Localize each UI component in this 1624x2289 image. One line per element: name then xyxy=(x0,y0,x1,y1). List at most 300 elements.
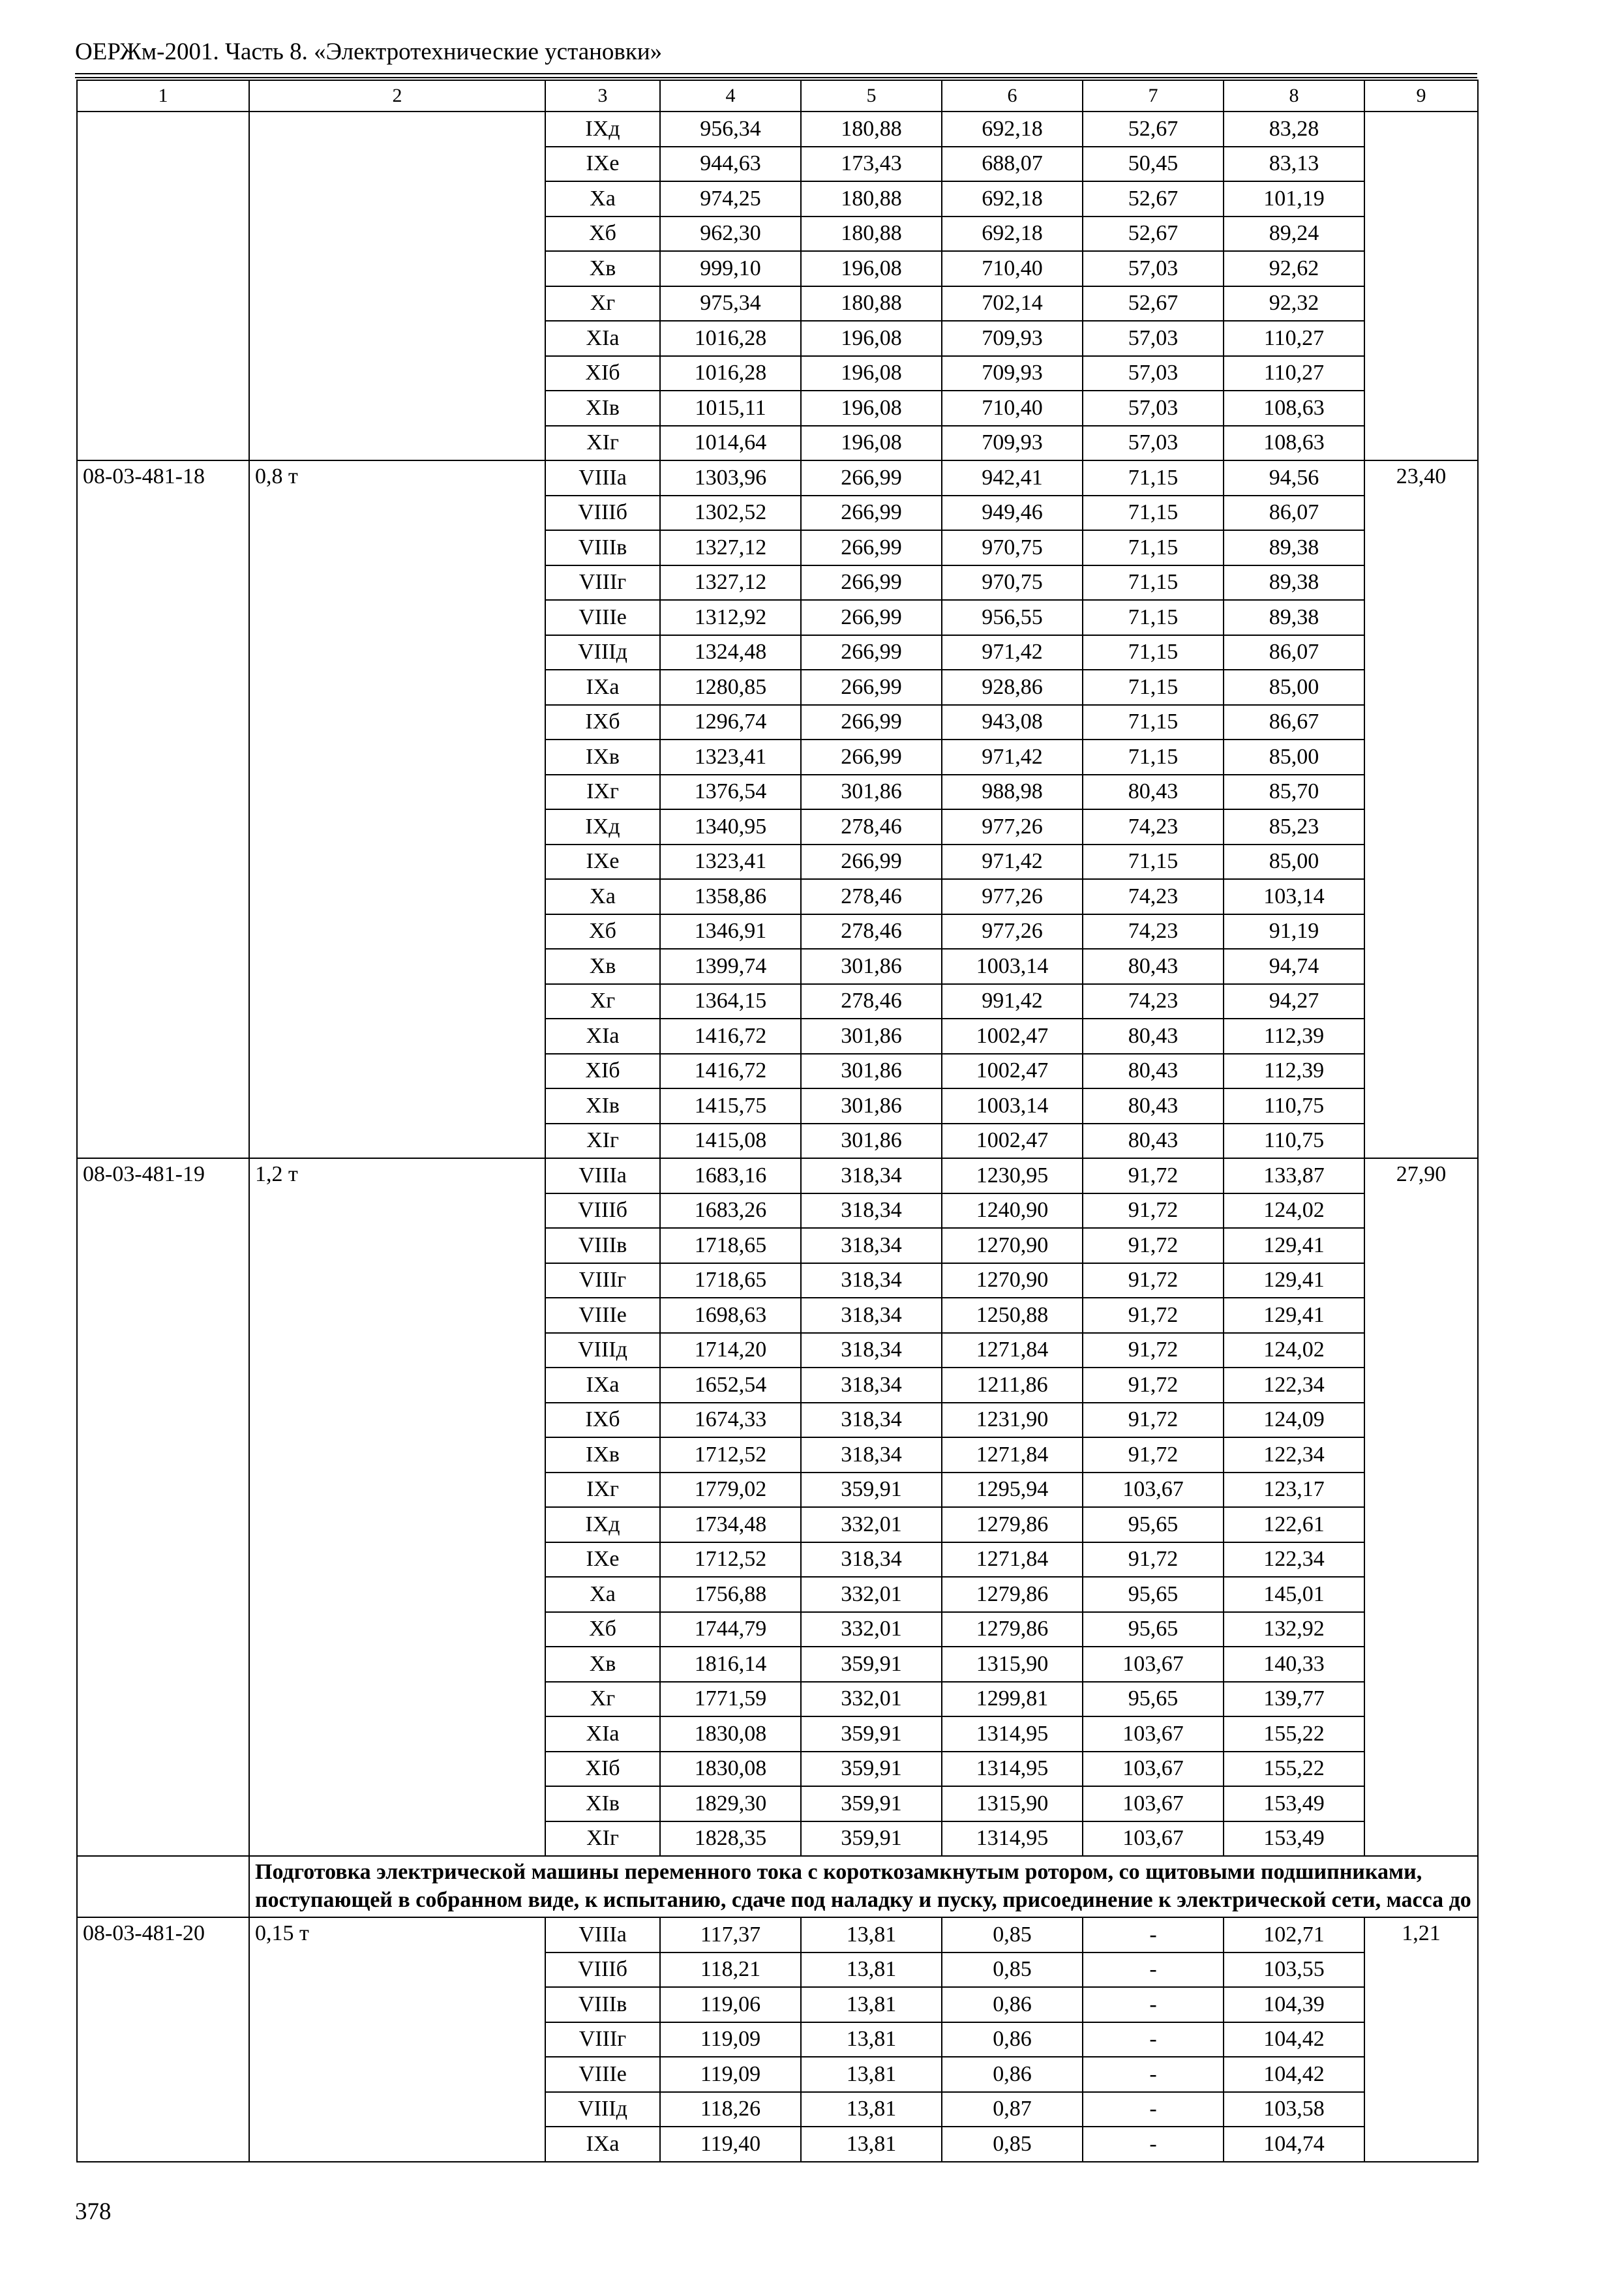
cell-col-3: VIIIа xyxy=(545,460,660,496)
cell-col-7: 103,67 xyxy=(1083,1752,1224,1787)
section-empty-cell xyxy=(77,1856,249,1917)
cell-col-7: 80,43 xyxy=(1083,1054,1224,1089)
cell-col-7: 57,03 xyxy=(1083,356,1224,391)
cell-col-3: Xг xyxy=(545,286,660,322)
cell-col-5: 266,99 xyxy=(801,670,942,705)
table-row xyxy=(77,112,1478,147)
cell-col-3: IXе xyxy=(545,845,660,880)
cell-col-6: 0,85 xyxy=(942,2127,1083,2162)
cell-col-3: Xв xyxy=(545,1647,660,1682)
cell-col-8: 155,22 xyxy=(1224,1752,1364,1787)
column-header-2: 2 xyxy=(249,80,545,112)
cell-col-5: 318,34 xyxy=(801,1403,942,1438)
cell-col-7: 74,23 xyxy=(1083,809,1224,845)
cell-col-6: 0,85 xyxy=(942,1952,1083,1988)
column-header-3: 3 xyxy=(545,80,660,112)
cell-col-7: - xyxy=(1083,1917,1224,1952)
cell-col-7: 71,15 xyxy=(1083,635,1224,670)
cell-col-3: VIIIд xyxy=(545,1333,660,1368)
cell-col-5: 359,91 xyxy=(801,1821,942,1857)
cell-col-4: 1779,02 xyxy=(660,1473,801,1508)
cell-col-8: 89,38 xyxy=(1224,530,1364,565)
cell-col-5: 266,99 xyxy=(801,740,942,775)
cell-col-8: 124,02 xyxy=(1224,1333,1364,1368)
cell-col-4: 975,34 xyxy=(660,286,801,322)
cell-col-6: 0,86 xyxy=(942,2022,1083,2057)
cell-col-3: IXб xyxy=(545,1403,660,1438)
cell-col-7: 95,65 xyxy=(1083,1682,1224,1717)
cell-col-5: 278,46 xyxy=(801,879,942,914)
cell-col-5: 13,81 xyxy=(801,1987,942,2022)
cell-col-5: 301,86 xyxy=(801,949,942,984)
cell-col-5: 173,43 xyxy=(801,147,942,182)
cell-col-6: 710,40 xyxy=(942,251,1083,286)
cell-col-8: 83,28 xyxy=(1224,112,1364,147)
cell-col-3: VIIIе xyxy=(545,600,660,635)
cell-col-8: 124,09 xyxy=(1224,1403,1364,1438)
cell-col-7: 80,43 xyxy=(1083,1124,1224,1159)
cell-col-6: 1279,86 xyxy=(942,1577,1083,1612)
cell-col-7: 80,43 xyxy=(1083,1019,1224,1054)
cell-col-7: 71,15 xyxy=(1083,530,1224,565)
cell-col-4: 119,40 xyxy=(660,2127,801,2162)
cell-col-6: 942,41 xyxy=(942,460,1083,496)
cell-col-8: 104,39 xyxy=(1224,1987,1364,2022)
cell-col-3: XIг xyxy=(545,1124,660,1159)
header-rule-bottom xyxy=(75,77,1477,78)
cell-col-7: 91,72 xyxy=(1083,1542,1224,1578)
cell-col-8: 129,41 xyxy=(1224,1263,1364,1298)
cell-col-5: 332,01 xyxy=(801,1507,942,1542)
cell-col-5: 180,88 xyxy=(801,286,942,322)
cell-col-8: 85,00 xyxy=(1224,740,1364,775)
cell-col-3: Xв xyxy=(545,949,660,984)
cell-col-4: 1830,08 xyxy=(660,1716,801,1752)
cell-col-8: 85,00 xyxy=(1224,670,1364,705)
cell-col-5: 13,81 xyxy=(801,1917,942,1952)
cell-col-8: 101,19 xyxy=(1224,181,1364,217)
cell-col-3: VIIIа xyxy=(545,1917,660,1952)
cell-col-7: 71,15 xyxy=(1083,565,1224,601)
cell-col-8: 110,75 xyxy=(1224,1124,1364,1159)
cell-col-4: 1756,88 xyxy=(660,1577,801,1612)
cell-col-7: 91,72 xyxy=(1083,1228,1224,1263)
cell-col-5: 266,99 xyxy=(801,600,942,635)
cell-col-3: IXв xyxy=(545,740,660,775)
cell-col-8: 92,32 xyxy=(1224,286,1364,322)
cell-col-5: 13,81 xyxy=(801,1952,942,1988)
cell-col-8: 133,87 xyxy=(1224,1158,1364,1193)
cell-col-8: 86,67 xyxy=(1224,705,1364,740)
cell-col-5: 196,08 xyxy=(801,251,942,286)
column-header-1: 1 xyxy=(77,80,249,112)
cell-col-4: 1399,74 xyxy=(660,949,801,984)
cell-col-7: 103,67 xyxy=(1083,1473,1224,1508)
cell-col-3: IXд xyxy=(545,112,660,147)
cell-col-3: IXа xyxy=(545,670,660,705)
rate-code-cell xyxy=(77,112,249,460)
cell-col-4: 1718,65 xyxy=(660,1263,801,1298)
cell-col-6: 1271,84 xyxy=(942,1333,1083,1368)
cell-col-4: 1828,35 xyxy=(660,1821,801,1857)
cell-col-5: 301,86 xyxy=(801,1054,942,1089)
cell-col-5: 266,99 xyxy=(801,635,942,670)
cell-col-5: 301,86 xyxy=(801,775,942,810)
mass-cell: 1,2 т xyxy=(249,1158,545,1856)
cell-col-3: XIв xyxy=(545,391,660,426)
cell-col-8: 85,70 xyxy=(1224,775,1364,810)
cell-col-8: 155,22 xyxy=(1224,1716,1364,1752)
cell-col-6: 949,46 xyxy=(942,496,1083,531)
cell-col-6: 971,42 xyxy=(942,845,1083,880)
mass-cell: 0,15 т xyxy=(249,1917,545,2162)
cell-col-7: 71,15 xyxy=(1083,460,1224,496)
rates-table xyxy=(76,80,1479,2162)
cell-col-4: 1358,86 xyxy=(660,879,801,914)
rate-code-cell: 08-03-481-18 xyxy=(77,460,249,1158)
rate-code-cell: 08-03-481-19 xyxy=(77,1158,249,1856)
cell-col-7: 74,23 xyxy=(1083,914,1224,950)
cell-col-4: 1712,52 xyxy=(660,1437,801,1473)
cell-col-6: 1270,90 xyxy=(942,1263,1083,1298)
cell-col-5: 266,99 xyxy=(801,705,942,740)
col9-cell xyxy=(1364,112,1478,460)
cell-col-8: 89,24 xyxy=(1224,217,1364,252)
cell-col-8: 129,41 xyxy=(1224,1298,1364,1333)
cell-col-5: 318,34 xyxy=(801,1263,942,1298)
cell-col-7: 91,72 xyxy=(1083,1333,1224,1368)
cell-col-4: 1323,41 xyxy=(660,740,801,775)
cell-col-4: 1416,72 xyxy=(660,1019,801,1054)
cell-col-7: 57,03 xyxy=(1083,251,1224,286)
cell-col-4: 1296,74 xyxy=(660,705,801,740)
cell-col-3: XIв xyxy=(545,1786,660,1821)
cell-col-7: 91,72 xyxy=(1083,1403,1224,1438)
section-heading-row xyxy=(77,1856,1478,1917)
cell-col-8: 153,49 xyxy=(1224,1786,1364,1821)
cell-col-6: 971,42 xyxy=(942,635,1083,670)
cell-col-5: 266,99 xyxy=(801,565,942,601)
column-header-4: 4 xyxy=(660,80,801,112)
table-row xyxy=(77,1158,1478,1193)
column-header-9: 9 xyxy=(1364,80,1478,112)
cell-col-5: 278,46 xyxy=(801,984,942,1019)
cell-col-6: 1299,81 xyxy=(942,1682,1083,1717)
cell-col-3: XIв xyxy=(545,1088,660,1124)
cell-col-4: 1416,72 xyxy=(660,1054,801,1089)
cell-col-3: VIIIд xyxy=(545,2092,660,2127)
cell-col-8: 132,92 xyxy=(1224,1612,1364,1647)
cell-col-6: 0,86 xyxy=(942,1987,1083,2022)
cell-col-6: 970,75 xyxy=(942,565,1083,601)
cell-col-5: 359,91 xyxy=(801,1752,942,1787)
cell-col-8: 89,38 xyxy=(1224,600,1364,635)
cell-col-4: 999,10 xyxy=(660,251,801,286)
cell-col-4: 1771,59 xyxy=(660,1682,801,1717)
cell-col-4: 1323,41 xyxy=(660,845,801,880)
cell-col-6: 1315,90 xyxy=(942,1786,1083,1821)
cell-col-8: 108,63 xyxy=(1224,426,1364,461)
cell-col-3: Xг xyxy=(545,984,660,1019)
cell-col-6: 688,07 xyxy=(942,147,1083,182)
cell-col-6: 956,55 xyxy=(942,600,1083,635)
cell-col-7: 95,65 xyxy=(1083,1577,1224,1612)
cell-col-3: Xа xyxy=(545,879,660,914)
cell-col-7: - xyxy=(1083,2022,1224,2057)
cell-col-4: 1734,48 xyxy=(660,1507,801,1542)
cell-col-5: 318,34 xyxy=(801,1542,942,1578)
cell-col-3: VIIIб xyxy=(545,496,660,531)
cell-col-6: 1002,47 xyxy=(942,1124,1083,1159)
cell-col-4: 1674,33 xyxy=(660,1403,801,1438)
cell-col-3: VIIIб xyxy=(545,1193,660,1229)
cell-col-7: - xyxy=(1083,1952,1224,1988)
cell-col-4: 119,09 xyxy=(660,2022,801,2057)
cell-col-7: - xyxy=(1083,1987,1224,2022)
cell-col-8: 85,23 xyxy=(1224,809,1364,845)
table-row xyxy=(77,460,1478,496)
cell-col-3: IXг xyxy=(545,1473,660,1508)
cell-col-3: XIг xyxy=(545,1821,660,1857)
cell-col-7: 80,43 xyxy=(1083,949,1224,984)
cell-col-6: 1250,88 xyxy=(942,1298,1083,1333)
cell-col-7: 103,67 xyxy=(1083,1786,1224,1821)
cell-col-5: 301,86 xyxy=(801,1088,942,1124)
cell-col-6: 0,87 xyxy=(942,2092,1083,2127)
cell-col-4: 1015,11 xyxy=(660,391,801,426)
cell-col-7: 103,67 xyxy=(1083,1647,1224,1682)
cell-col-8: 122,61 xyxy=(1224,1507,1364,1542)
cell-col-7: 71,15 xyxy=(1083,670,1224,705)
cell-col-5: 359,91 xyxy=(801,1473,942,1508)
cell-col-5: 13,81 xyxy=(801,2022,942,2057)
cell-col-5: 196,08 xyxy=(801,391,942,426)
cell-col-5: 301,86 xyxy=(801,1124,942,1159)
cell-col-3: XIб xyxy=(545,1752,660,1787)
cell-col-5: 196,08 xyxy=(801,321,942,356)
cell-col-8: 102,71 xyxy=(1224,1917,1364,1952)
cell-col-3: XIа xyxy=(545,1019,660,1054)
cell-col-6: 1211,86 xyxy=(942,1368,1083,1403)
cell-col-5: 266,99 xyxy=(801,845,942,880)
cell-col-8: 123,17 xyxy=(1224,1473,1364,1508)
col9-cell: 1,21 xyxy=(1364,1917,1478,2162)
cell-col-4: 1327,12 xyxy=(660,565,801,601)
cell-col-6: 1314,95 xyxy=(942,1821,1083,1857)
cell-col-6: 709,93 xyxy=(942,321,1083,356)
cell-col-6: 702,14 xyxy=(942,286,1083,322)
cell-col-5: 266,99 xyxy=(801,530,942,565)
cell-col-6: 977,26 xyxy=(942,809,1083,845)
cell-col-8: 139,77 xyxy=(1224,1682,1364,1717)
cell-col-8: 112,39 xyxy=(1224,1019,1364,1054)
cell-col-3: Xб xyxy=(545,217,660,252)
cell-col-4: 1327,12 xyxy=(660,530,801,565)
cell-col-3: Xв xyxy=(545,251,660,286)
cell-col-4: 1324,48 xyxy=(660,635,801,670)
cell-col-6: 970,75 xyxy=(942,530,1083,565)
cell-col-5: 13,81 xyxy=(801,2057,942,2092)
cell-col-5: 180,88 xyxy=(801,181,942,217)
cell-col-6: 0,85 xyxy=(942,1917,1083,1952)
cell-col-3: VIIIд xyxy=(545,635,660,670)
cell-col-6: 1315,90 xyxy=(942,1647,1083,1682)
cell-col-6: 692,18 xyxy=(942,217,1083,252)
cell-col-6: 1314,95 xyxy=(942,1752,1083,1787)
cell-col-8: 112,39 xyxy=(1224,1054,1364,1089)
cell-col-6: 1271,84 xyxy=(942,1437,1083,1473)
header-rule-top xyxy=(75,73,1477,74)
cell-col-8: 86,07 xyxy=(1224,635,1364,670)
cell-col-7: 71,15 xyxy=(1083,600,1224,635)
cell-col-7: 52,67 xyxy=(1083,217,1224,252)
cell-col-7: 95,65 xyxy=(1083,1612,1224,1647)
cell-col-8: 122,34 xyxy=(1224,1542,1364,1578)
rate-code-cell: 08-03-481-20 xyxy=(77,1917,249,2162)
cell-col-8: 110,27 xyxy=(1224,321,1364,356)
cell-col-5: 13,81 xyxy=(801,2092,942,2127)
cell-col-5: 359,91 xyxy=(801,1716,942,1752)
cell-col-3: IXб xyxy=(545,705,660,740)
cell-col-5: 13,81 xyxy=(801,2127,942,2162)
cell-col-8: 83,13 xyxy=(1224,147,1364,182)
cell-col-8: 104,42 xyxy=(1224,2057,1364,2092)
cell-col-3: XIг xyxy=(545,426,660,461)
cell-col-7: 74,23 xyxy=(1083,984,1224,1019)
cell-col-5: 196,08 xyxy=(801,356,942,391)
cell-col-5: 332,01 xyxy=(801,1612,942,1647)
cell-col-6: 943,08 xyxy=(942,705,1083,740)
cell-col-8: 94,27 xyxy=(1224,984,1364,1019)
cell-col-5: 318,34 xyxy=(801,1228,942,1263)
cell-col-4: 1744,79 xyxy=(660,1612,801,1647)
cell-col-5: 318,34 xyxy=(801,1193,942,1229)
cell-col-8: 85,00 xyxy=(1224,845,1364,880)
cell-col-3: VIIIв xyxy=(545,530,660,565)
cell-col-5: 359,91 xyxy=(801,1647,942,1682)
cell-col-8: 103,14 xyxy=(1224,879,1364,914)
cell-col-8: 104,74 xyxy=(1224,2127,1364,2162)
cell-col-4: 1364,15 xyxy=(660,984,801,1019)
cell-col-3: XIа xyxy=(545,321,660,356)
cell-col-4: 1652,54 xyxy=(660,1368,801,1403)
cell-col-4: 1683,16 xyxy=(660,1158,801,1193)
cell-col-7: - xyxy=(1083,2127,1224,2162)
cell-col-7: 80,43 xyxy=(1083,775,1224,810)
cell-col-6: 988,98 xyxy=(942,775,1083,810)
cell-col-7: 103,67 xyxy=(1083,1821,1224,1857)
cell-col-8: 94,74 xyxy=(1224,949,1364,984)
page-number: 378 xyxy=(75,2198,112,2225)
cell-col-4: 1714,20 xyxy=(660,1333,801,1368)
cell-col-3: IXв xyxy=(545,1437,660,1473)
cell-col-3: VIIIа xyxy=(545,1158,660,1193)
column-header-7: 7 xyxy=(1083,80,1224,112)
cell-col-6: 692,18 xyxy=(942,112,1083,147)
section-heading: Подготовка электрической машины переменного тока с короткозамкнутым ротором, со щитовыми подшипниками, поступающей в собранном виде, к испытанию, сдаче под наладку и пуску, присоединение к электрической сети, масса до xyxy=(249,1856,1478,1917)
table-row xyxy=(77,1917,1478,1952)
cell-col-3: IXа xyxy=(545,1368,660,1403)
cell-col-6: 971,42 xyxy=(942,740,1083,775)
cell-col-3: VIIIг xyxy=(545,565,660,601)
cell-col-6: 709,93 xyxy=(942,356,1083,391)
cell-col-5: 318,34 xyxy=(801,1437,942,1473)
column-header-5: 5 xyxy=(801,80,942,112)
cell-col-4: 1312,92 xyxy=(660,600,801,635)
cell-col-8: 103,58 xyxy=(1224,2092,1364,2127)
cell-col-4: 1698,63 xyxy=(660,1298,801,1333)
cell-col-4: 1346,91 xyxy=(660,914,801,950)
cell-col-4: 1280,85 xyxy=(660,670,801,705)
cell-col-4: 1830,08 xyxy=(660,1752,801,1787)
cell-col-4: 1016,28 xyxy=(660,321,801,356)
cell-col-4: 1014,64 xyxy=(660,426,801,461)
cell-col-4: 962,30 xyxy=(660,217,801,252)
cell-col-5: 278,46 xyxy=(801,809,942,845)
cell-col-3: Xб xyxy=(545,914,660,950)
cell-col-8: 94,56 xyxy=(1224,460,1364,496)
cell-col-5: 278,46 xyxy=(801,914,942,950)
cell-col-3: XIб xyxy=(545,356,660,391)
column-header-8: 8 xyxy=(1224,80,1364,112)
cell-col-5: 318,34 xyxy=(801,1158,942,1193)
cell-col-8: 110,27 xyxy=(1224,356,1364,391)
cell-col-6: 1240,90 xyxy=(942,1193,1083,1229)
cell-col-4: 944,63 xyxy=(660,147,801,182)
cell-col-7: 74,23 xyxy=(1083,879,1224,914)
cell-col-3: VIIIе xyxy=(545,1298,660,1333)
cell-col-5: 180,88 xyxy=(801,112,942,147)
cell-col-4: 1415,75 xyxy=(660,1088,801,1124)
cell-col-5: 359,91 xyxy=(801,1786,942,1821)
cell-col-4: 1718,65 xyxy=(660,1228,801,1263)
cell-col-6: 1003,14 xyxy=(942,949,1083,984)
cell-col-3: Xг xyxy=(545,1682,660,1717)
cell-col-5: 318,34 xyxy=(801,1368,942,1403)
cell-col-6: 1002,47 xyxy=(942,1019,1083,1054)
cell-col-8: 122,34 xyxy=(1224,1437,1364,1473)
mass-cell: 0,8 т xyxy=(249,460,545,1158)
cell-col-6: 1003,14 xyxy=(942,1088,1083,1124)
cell-col-6: 1270,90 xyxy=(942,1228,1083,1263)
col9-cell: 23,40 xyxy=(1364,460,1478,1158)
cell-col-7: 95,65 xyxy=(1083,1507,1224,1542)
cell-col-3: Xб xyxy=(545,1612,660,1647)
cell-col-8: 145,01 xyxy=(1224,1577,1364,1612)
cell-col-3: VIIIб xyxy=(545,1952,660,1988)
cell-col-8: 104,42 xyxy=(1224,2022,1364,2057)
cell-col-3: VIIIе xyxy=(545,2057,660,2092)
cell-col-3: IXг xyxy=(545,775,660,810)
cell-col-7: 91,72 xyxy=(1083,1437,1224,1473)
cell-col-3: VIIIв xyxy=(545,1228,660,1263)
cell-col-4: 1415,08 xyxy=(660,1124,801,1159)
cell-col-4: 974,25 xyxy=(660,181,801,217)
cell-col-7: 91,72 xyxy=(1083,1158,1224,1193)
cell-col-6: 1279,86 xyxy=(942,1507,1083,1542)
cell-col-7: 103,67 xyxy=(1083,1716,1224,1752)
cell-col-8: 153,49 xyxy=(1224,1821,1364,1857)
cell-col-6: 1271,84 xyxy=(942,1542,1083,1578)
cell-col-5: 332,01 xyxy=(801,1682,942,1717)
cell-col-4: 956,34 xyxy=(660,112,801,147)
cell-col-7: - xyxy=(1083,2092,1224,2127)
cell-col-5: 332,01 xyxy=(801,1577,942,1612)
cell-col-4: 1340,95 xyxy=(660,809,801,845)
cell-col-3: XIб xyxy=(545,1054,660,1089)
cell-col-4: 1376,54 xyxy=(660,775,801,810)
cell-col-6: 928,86 xyxy=(942,670,1083,705)
